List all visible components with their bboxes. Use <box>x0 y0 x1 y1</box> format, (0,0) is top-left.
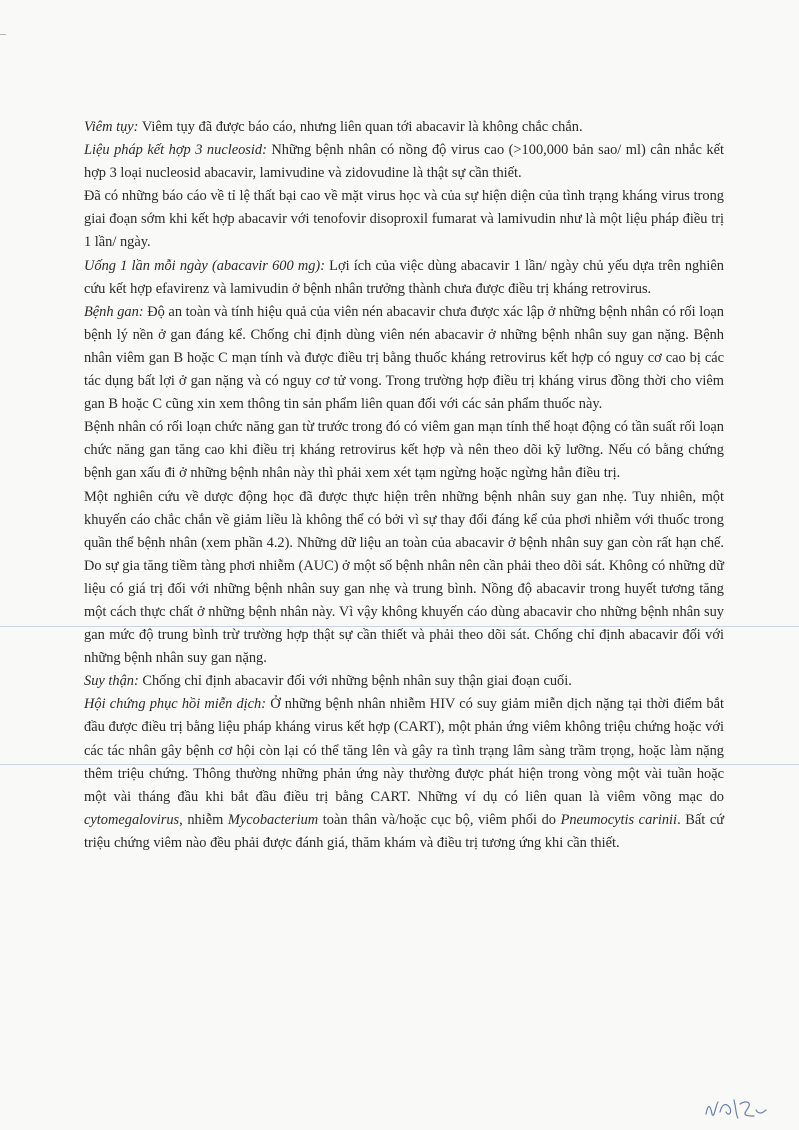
paragraph-text: Ở những bệnh nhân nhiễm HIV có suy giảm miễn dịch nặng tại thời điểm bắt đầu được điều trị bằng liệu pháp kháng virus kết hợp (CART), một phản ứng viêm không triệu chứng hoặc với các tác nhân gây bệnh cơ hội còn lại có thể tăng lên và gây ra tình trạng lâm sàng trầm trọng, hoặc làm nặng thêm triệu chứng. Thông thường những phản ứng này thường được phát hiện trong vòng một vài tuần hoặc một vài tháng đầu khi bắt đầu điều trị bằng CART. Những ví dụ có liên quan là viêm võng mạc do <box>84 696 724 805</box>
paragraph-immune-reconstitution <box>84 693 724 855</box>
organism-name: Mycobacterium <box>227 811 319 828</box>
paragraph-once-daily <box>84 255 724 301</box>
paragraph-text: Một nghiên cứu về dược động học đã được thực hiện trên những bệnh nhân suy gan nhẹ. Tuy nhiên, một khuyến cáo chắc chắn về giảm liều là không thể có bởi vì sự thay đổi đáng kể của phơi nhiễm với thuốc trong quần thể bệnh nhân (xem phần 4.2). Những dữ liệu an toàn của abacavir ở bệnh nhân suy gan còn rất hạn chế. Do sự gia tăng tiềm tàng phơi nhiễm (AUC) ở một số bệnh nhân nên cần phải theo dõi sát. Không có những dữ liệu có giá trị đối với những bệnh nhân suy gan nhẹ và trung bình. Nồng độ abacavir trong huyết tương tăng một cách thực chất ở những bệnh nhân này. Vì vậy không khuyến cáo dùng abacavir cho những bệnh nhân suy gan mức độ trung bình trừ trường hợp thật sự cần thiết và phải theo dõi sát. Chống chỉ định abacavir đối với những bệnh nhân suy gan nặng. <box>84 488 724 667</box>
paragraph-label: Hội chứng phục hồi miễn dịch: <box>84 696 267 713</box>
handwritten-initials <box>700 1090 770 1126</box>
body-text <box>84 116 724 855</box>
scan-mark <box>0 34 6 35</box>
paragraph-text: toàn thân và/hoặc cục bộ, viêm phổi do <box>318 811 561 828</box>
paragraph-liver-disease <box>84 301 724 416</box>
paragraph-triple-nucleoside <box>84 139 724 185</box>
paragraph-text: Chống chỉ định abacavir đối với những bệnh nhân suy thận giai đoạn cuối. <box>138 673 572 690</box>
paragraph-text: Đã có những báo cáo về tỉ lệ thất bại cao về mặt virus học và của sự hiện diện của tình trạng kháng virus trong giai đoạn sớm khi kết hợp abacavir với tenofovir disoproxil fumarat và lamivudin như là một liệu pháp điều trị 1 lần/ ngày. <box>84 188 724 251</box>
paragraph-text: Viêm tụy đã được báo cáo, nhưng liên quan tới abacavir là không chắc chắn. <box>138 119 583 135</box>
paragraph-text: , nhiễm <box>179 811 228 828</box>
paragraph-text: Lợi ích của việc dùng abacavir 1 lần/ ngày chủ yếu dựa trên nghiên cứu kết hợp efavirenz và lamivudin ở bệnh nhân trưởng thành chưa được điều trị kháng retrovirus. <box>84 257 724 297</box>
paragraph-label: Suy thận: <box>84 673 139 690</box>
paragraph-pharmacokinetics <box>84 486 724 671</box>
paragraph-label: Uống 1 lần mỗi ngày (abacavir 600 mg): <box>84 257 325 274</box>
paragraph-renal-impairment <box>84 670 724 693</box>
paragraph-virologic-failure <box>84 185 724 254</box>
paragraph-text: . Bất cứ triệu chứng viêm nào đều phải được đánh giá, thăm khám và điều trị tương ứng khi cần thiết. <box>84 811 725 851</box>
paragraph-pancreatitis <box>84 116 724 139</box>
paragraph-text: Những bệnh nhân có nồng độ virus cao (>100,000 bản sao/ ml) cân nhắc kết hợp 3 loại nucleosid abacavir, lamivudine và zidovudine là thật sự cần thiết. <box>84 142 724 182</box>
paragraph-text: Độ an toàn và tính hiệu quả của viên nén abacavir chưa được xác lập ở những bệnh nhân có rối loạn bệnh lý nền ở gan đáng kể. Chống chỉ định dùng viên nén abacavir ở những bệnh nhân suy gan nặng. Bệnh nhân viêm gan B hoặc C mạn tính và được điều trị bằng thuốc kháng retrovirus kết hợp có nguy cơ cao bị các tác dụng bất lợi ở gan nặng và có nguy cơ tử vong. Trong trường hợp điều trị kháng virus đồng thời cho viêm gan B hoặc C cũng xin xem thông tin sản phẩm liên quan đối với các sản phẩm thuốc này. <box>84 303 724 413</box>
organism-name: Pneumocytis carinii <box>560 811 678 828</box>
organism-name: cytomegalovirus <box>84 811 180 828</box>
paragraph-text: Bệnh nhân có rối loạn chức năng gan từ trước trong đó có viêm gan mạn tính thể hoạt động có tần suất rối loạn chức năng gan tăng cao khi điều trị kháng retrovirus kết hợp và nên theo dõi kỹ lưỡng. Nếu có bằng chứng bệnh gan xấu đi ở những bệnh nhân này thì phải xem xét tạm ngừng hoặc ngừng hẳn điều trị. <box>84 419 724 482</box>
paragraph-label: Bệnh gan: <box>84 303 144 320</box>
paragraph-label: Viêm tụy: <box>84 119 139 135</box>
paragraph-label: Liệu pháp kết hợp 3 nucleosid: <box>84 142 267 159</box>
paragraph-liver-dysfunction <box>84 416 724 485</box>
